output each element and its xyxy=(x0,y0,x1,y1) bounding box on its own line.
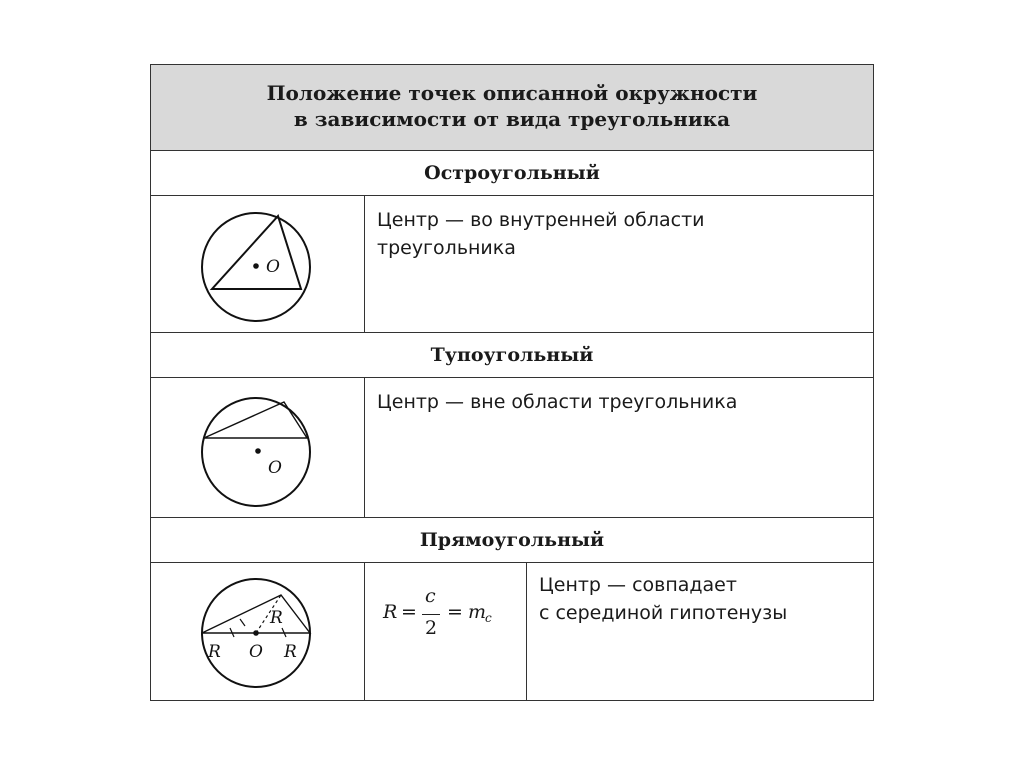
table-header xyxy=(151,65,873,150)
description-line-1: Центр — совпадает xyxy=(539,574,737,596)
description-line-2: треугольника xyxy=(377,237,516,259)
radius-label-left: R xyxy=(208,642,221,662)
formula-denominator: 2 xyxy=(425,617,438,639)
title-line-2: в зависимости от вида треугольника xyxy=(293,107,731,131)
formula-rhs-subscript: c xyxy=(485,611,492,625)
obtuse-triangle-figure xyxy=(196,392,316,512)
formula-equals-2: = xyxy=(447,601,463,623)
formula-rhs: m xyxy=(468,601,487,623)
description-acute xyxy=(377,206,705,262)
center-label: O xyxy=(266,257,280,277)
circumcircle-table xyxy=(150,64,874,701)
content-row-acute xyxy=(151,195,873,332)
acute-triangle-figure xyxy=(196,207,316,327)
description-right xyxy=(539,571,787,627)
column-divider xyxy=(364,563,365,700)
fraction-bar xyxy=(422,614,440,615)
center-label: O xyxy=(249,642,263,662)
content-row-right xyxy=(151,562,873,700)
center-label: O xyxy=(268,458,282,478)
description-line-2: с серединой гипотенузы xyxy=(539,602,788,624)
type-label-acute: Остроугольный xyxy=(424,162,600,184)
radius-label-right: R xyxy=(284,642,297,662)
radius-label-vertical: R xyxy=(270,608,283,628)
formula-lhs: R xyxy=(383,601,398,623)
content-row-obtuse xyxy=(151,377,873,517)
type-row-acute xyxy=(151,150,873,195)
type-label-right: Прямоугольный xyxy=(419,529,605,551)
column-divider xyxy=(364,196,365,332)
right-triangle-figure xyxy=(196,573,316,693)
column-divider-2 xyxy=(526,563,527,700)
column-divider xyxy=(364,378,365,517)
table-title xyxy=(151,80,873,132)
type-row-obtuse xyxy=(151,332,873,377)
type-row-right xyxy=(151,517,873,562)
title-line-1: Положение точек описанной окружности xyxy=(266,81,758,105)
type-label-obtuse: Тупоугольный xyxy=(430,344,594,366)
description-line-1: Центр — вне области треугольника xyxy=(377,391,738,413)
description-line-1: Центр — во внутренней области xyxy=(377,209,705,231)
description-obtuse xyxy=(377,388,737,416)
formula-equals: = xyxy=(401,601,417,623)
radius-formula xyxy=(383,585,513,663)
formula-numerator: c xyxy=(425,585,436,607)
